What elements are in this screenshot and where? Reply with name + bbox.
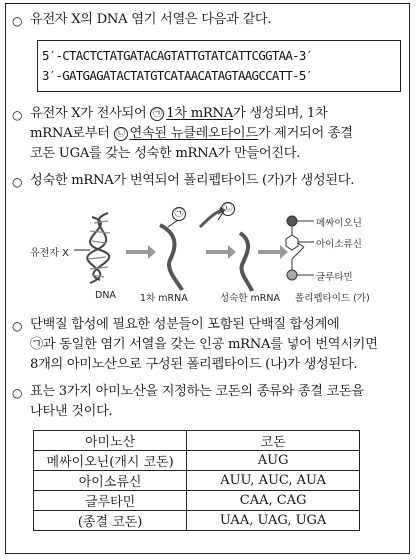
text-segment: 유전자 X가 전사되어 [30,106,151,121]
bullet-3: ○ [12,175,23,189]
label-polypeptide: 폴리펩타이드 (가) [295,293,370,304]
gene-label: 유전자 X [30,248,70,259]
legend-methionine: 메싸이오닌 [316,218,362,229]
transcription-line-1 [30,106,327,122]
marker-1-pointer [168,220,178,227]
polypeptide-chain [286,216,314,280]
table-row [34,471,360,491]
transcription-line-3: 코돈 UGA를 갖는 성숙한 mRNA가 만들어진다. [30,146,301,161]
codon-cell: UAA, UAG, UGA [187,511,360,531]
label-mature-mrna: 성숙한 mRNA [220,293,281,304]
legend-glutamine: 글루타민 [316,272,353,283]
arrow-transcription [126,245,156,259]
ile-residue [286,235,298,250]
excised-segment [200,211,220,227]
primary-mrna-term: 1차 mRNA [166,106,233,121]
diagram-marker-1: ㉠ [172,207,186,221]
label-primary-mrna: 1차 mRNA [140,293,188,304]
header-amino-acid: 아미노산 [34,431,187,451]
bullet-1: ○ [12,14,23,28]
arrow-processing [206,245,236,259]
met-residue [287,216,297,226]
codon-table [33,430,360,531]
table-row [34,491,360,511]
codon-cell: AUU, AUC, AUA [187,471,360,491]
codon-cell: AUG [187,451,360,471]
bullet-4: ○ [12,319,23,333]
legend-isoleucine: 아이소류신 [316,239,362,250]
bullet-2: ○ [12,108,23,122]
gln-residue [287,270,297,280]
label-dna: DNA [95,290,116,301]
text-segment: mRNA로부터 [30,126,114,141]
transcription-line-2 [30,126,353,142]
amino-acid-cell: 메싸이오닌(개시 코돈) [34,451,187,471]
dna-helix [87,213,110,283]
amino-acid-cell: (종결 코돈) [34,511,187,531]
marker-2: ㉡ [114,127,128,141]
codon-cell: CAA, CAG [187,491,360,511]
nucleotides-term: 연속된 뉴클레오타이드 [129,126,258,141]
intro-text: 유전자 X의 DNA 염기 서열은 다음과 같다. [30,12,272,27]
table-row [34,451,360,471]
table-intro-line-2: 나타낸 것이다. [30,404,113,419]
primary-mrna-shape [160,225,182,290]
synthesis-line-3: 8개의 아미노산으로 구성된 폴리펩타이드 (나)가 생성된다. [30,357,358,372]
process-arrows [126,245,288,259]
table-intro-line-1: 표는 3가지 아미노산을 지정하는 코돈의 종류와 종결 코돈을 [30,384,364,399]
marker-1: ㉠ [150,107,164,121]
text-segment: 가 생성되며, 1차 [233,106,328,121]
dna-bottom-strand: 3′-GATGAGATACTATGTCATAACATAGTAAGCCATT-5′ [42,68,313,83]
amino-acid-cell: 아이소류신 [34,471,187,491]
translation-text: 성숙한 mRNA가 번역되어 폴리펩타이드 (가)가 생성된다. [30,173,355,188]
header-codon: 코돈 [187,431,360,451]
text-segment: 가 제거되어 종결 [257,126,353,141]
synthesis-line-2: ㉠과 동일한 염기 서열을 갖는 인공 mRNA를 넣어 번역시키면 [30,337,378,352]
bullet-5: ○ [12,386,23,400]
diagram-marker-2: ㉡ [221,202,235,216]
amino-acid-cell: 글루타민 [34,491,187,511]
arrow-translation [258,245,288,259]
table-header-row [34,431,360,451]
dna-top-strand: 5′-CTACTCTATGATACAGTATTGTATCATTCGGTAA-3′ [42,48,313,63]
mature-mrna-shape [240,233,252,291]
synthesis-line-1: 단백질 합성에 필요한 성분들이 포함된 단백질 합성계에 [30,317,340,332]
table-row [34,511,360,531]
